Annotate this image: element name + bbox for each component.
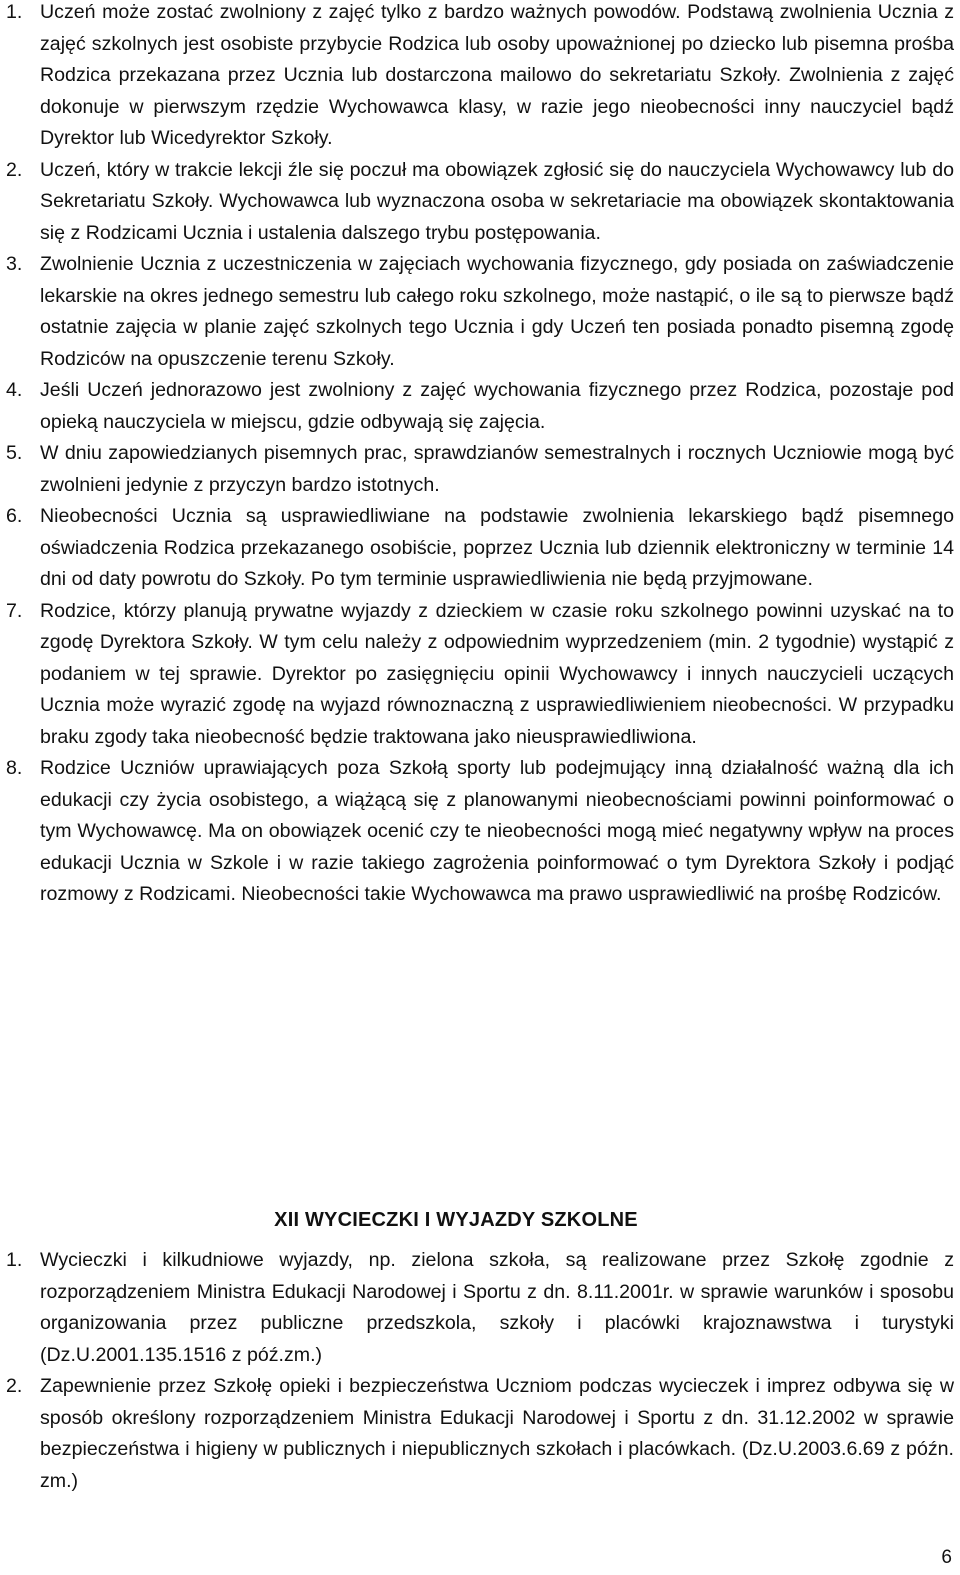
list-item [6, 1371, 954, 1497]
section-title: XII WYCIECZKI I WYJAZDY SZKOLNE [274, 1208, 638, 1231]
item-text: Nieobecności Ucznia są usprawiedliwiane na podstawie zwolnienia lekarskiego bądź pisemnego oświadczenia Rodzica przekazanego osobiście, poprzez Ucznia lub dziennik elektroniczny w terminie 14 dni od daty powrotu do Szkoły. Po tym terminie usprawiedliwienia nie będą przyjmowane. [40, 505, 954, 590]
item-number: 4. [6, 379, 23, 401]
list-item [6, 501, 954, 596]
list-item [6, 0, 954, 155]
item-text: Rodzice Uczniów uprawiających poza Szkołą sporty lub podejmujący inną działalność ważną dla ich edukacji czy życia osobistego, a wiążącą się z planowanymi nieobecnościami powinni poinformować o tym Wychowawcę. Ma on obowiązek ocenić czy te nieobecności mogą mieć negatywny wpływ na proces edukacji Ucznia w Szkole i w razie takiego zagrożenia poinformować o tym Dyrektora Szkoły i podjąć rozmowy z Rodzicami. Nieobecności takie Wychowawca ma prawo usprawiedliwić na prośbę Rodziców. [40, 757, 954, 905]
item-number: 2. [6, 1375, 23, 1397]
item-number: 3. [6, 253, 23, 275]
item-number: 1. [6, 1, 23, 23]
list-item [6, 596, 954, 754]
item-number: 5. [6, 442, 23, 464]
item-text: Zwolnienie Ucznia z uczestniczenia w zajęciach wychowania fizycznego, gdy posiada on zaświadczenie lekarskie na okres jednego semestru lub całego roku szkolnego, może nastąpić, o ile są to pierwsze bądź ostatnie zajęcia w planie zajęć szkolnych tego Ucznia i gdy Uczeń ten posiada ponadto pisemną zgodę Rodziców na opuszczenie terenu Szkoły. [40, 253, 954, 370]
item-text: Wycieczki i kilkudniowe wyjazdy, np. zielona szkoła, są realizowane przez Szkołę zgodnie z rozporządzeniem Ministra Edukacji Narodowej i Sportu z dn. 8.11.2001r. w sprawie warunków i sposobu organizowania przez publiczne przedszkola, szkoły i placówki krajoznawstwa i turystyki (Dz.U.2001.135.1516 z póź.zm.) [40, 1249, 954, 1366]
item-number: 1. [6, 1249, 23, 1271]
item-number: 7. [6, 599, 23, 622]
page-number: 6 [941, 1547, 952, 1568]
absence-rules-list [6, 0, 954, 911]
item-number: 2. [6, 158, 23, 181]
item-text: Uczeń, który w trakcie lekcji źle się poczuł ma obowiązek zgłosić się do nauczyciela Wychowawcy lub do Sekretariatu Szkoły. Wychowawca lub wyznaczona osoba w sekretariacie ma obowiązek skontaktowania się z Rodzicami Ucznia i ustalenia dalszego trybu postępowania. [40, 158, 954, 244]
list-item [6, 438, 954, 501]
item-number: 8. [6, 757, 23, 779]
list-item [6, 753, 954, 911]
item-text: Jeśli Uczeń jednorazowo jest zwolniony z zajęć wychowania fizycznego przez Rodzica, pozostaje pod opieką nauczyciela w miejscu, gdzie odbywają się zajęcia. [40, 379, 954, 433]
list-item [6, 1245, 954, 1371]
item-text: Zapewnienie przez Szkołę opieki i bezpieczeństwa Uczniom podczas wycieczek i imprez odbywa się w sposób określony rozporządzeniem Ministra Edukacji Narodowej i Sportu z dn. 31.12.2002 w sprawie bezpieczeństwa i higieny w publicznych i niepublicznych szkołach i placówkach. (Dz.U.2003.6.69 z późn. zm.) [40, 1375, 954, 1492]
item-text: W dniu zapowiedzianych pisemnych prac, sprawdzianów semestralnych i rocznych Uczniowie mogą być zwolnieni jedynie z przyczyn bardzo istotnych. [40, 442, 954, 496]
item-number: 6. [6, 505, 23, 527]
item-text: Rodzice, którzy planują prywatne wyjazdy z dzieckiem w czasie roku szkolnego powinni uzyskać na to zgodę Dyrektora Szkoły. W tym celu należy z odpowiednim wyprzedzeniem (min. 2 tygodnie) wystąpić z podaniem w tej sprawie. Dyrektor po zasięgnięciu opinii Wychowawcy i innych nauczycieli uczących Ucznia może wyrazić zgodę na wyjazd równoznaczną z usprawiedliwieniem nieobecności. W przypadku braku zgody taka nieobecność będzie traktowana jako nieusprawiedliwiona. [40, 599, 954, 748]
list-item [6, 375, 954, 438]
trips-rules-list [6, 1245, 954, 1497]
list-item [6, 155, 954, 250]
item-text: Uczeń może zostać zwolniony z zajęć tylko z bardzo ważnych powodów. Podstawą zwolnienia Ucznia z zajęć szkolnych jest osobiste przybycie Rodzica lub osoby upoważnionej po dziecko lub pisemna prośba Rodzica przekazana przez Ucznia lub dostarczona mailowo do sekretariatu Szkoły. Zwolnienia z zajęć dokonuje w pierwszym rzędzie Wychowawca klasy, w razie jego nieobecności inny nauczyciel bądź Dyrektor lub Wicedyrektor Szkoły. [40, 1, 954, 149]
list-item [6, 249, 954, 375]
